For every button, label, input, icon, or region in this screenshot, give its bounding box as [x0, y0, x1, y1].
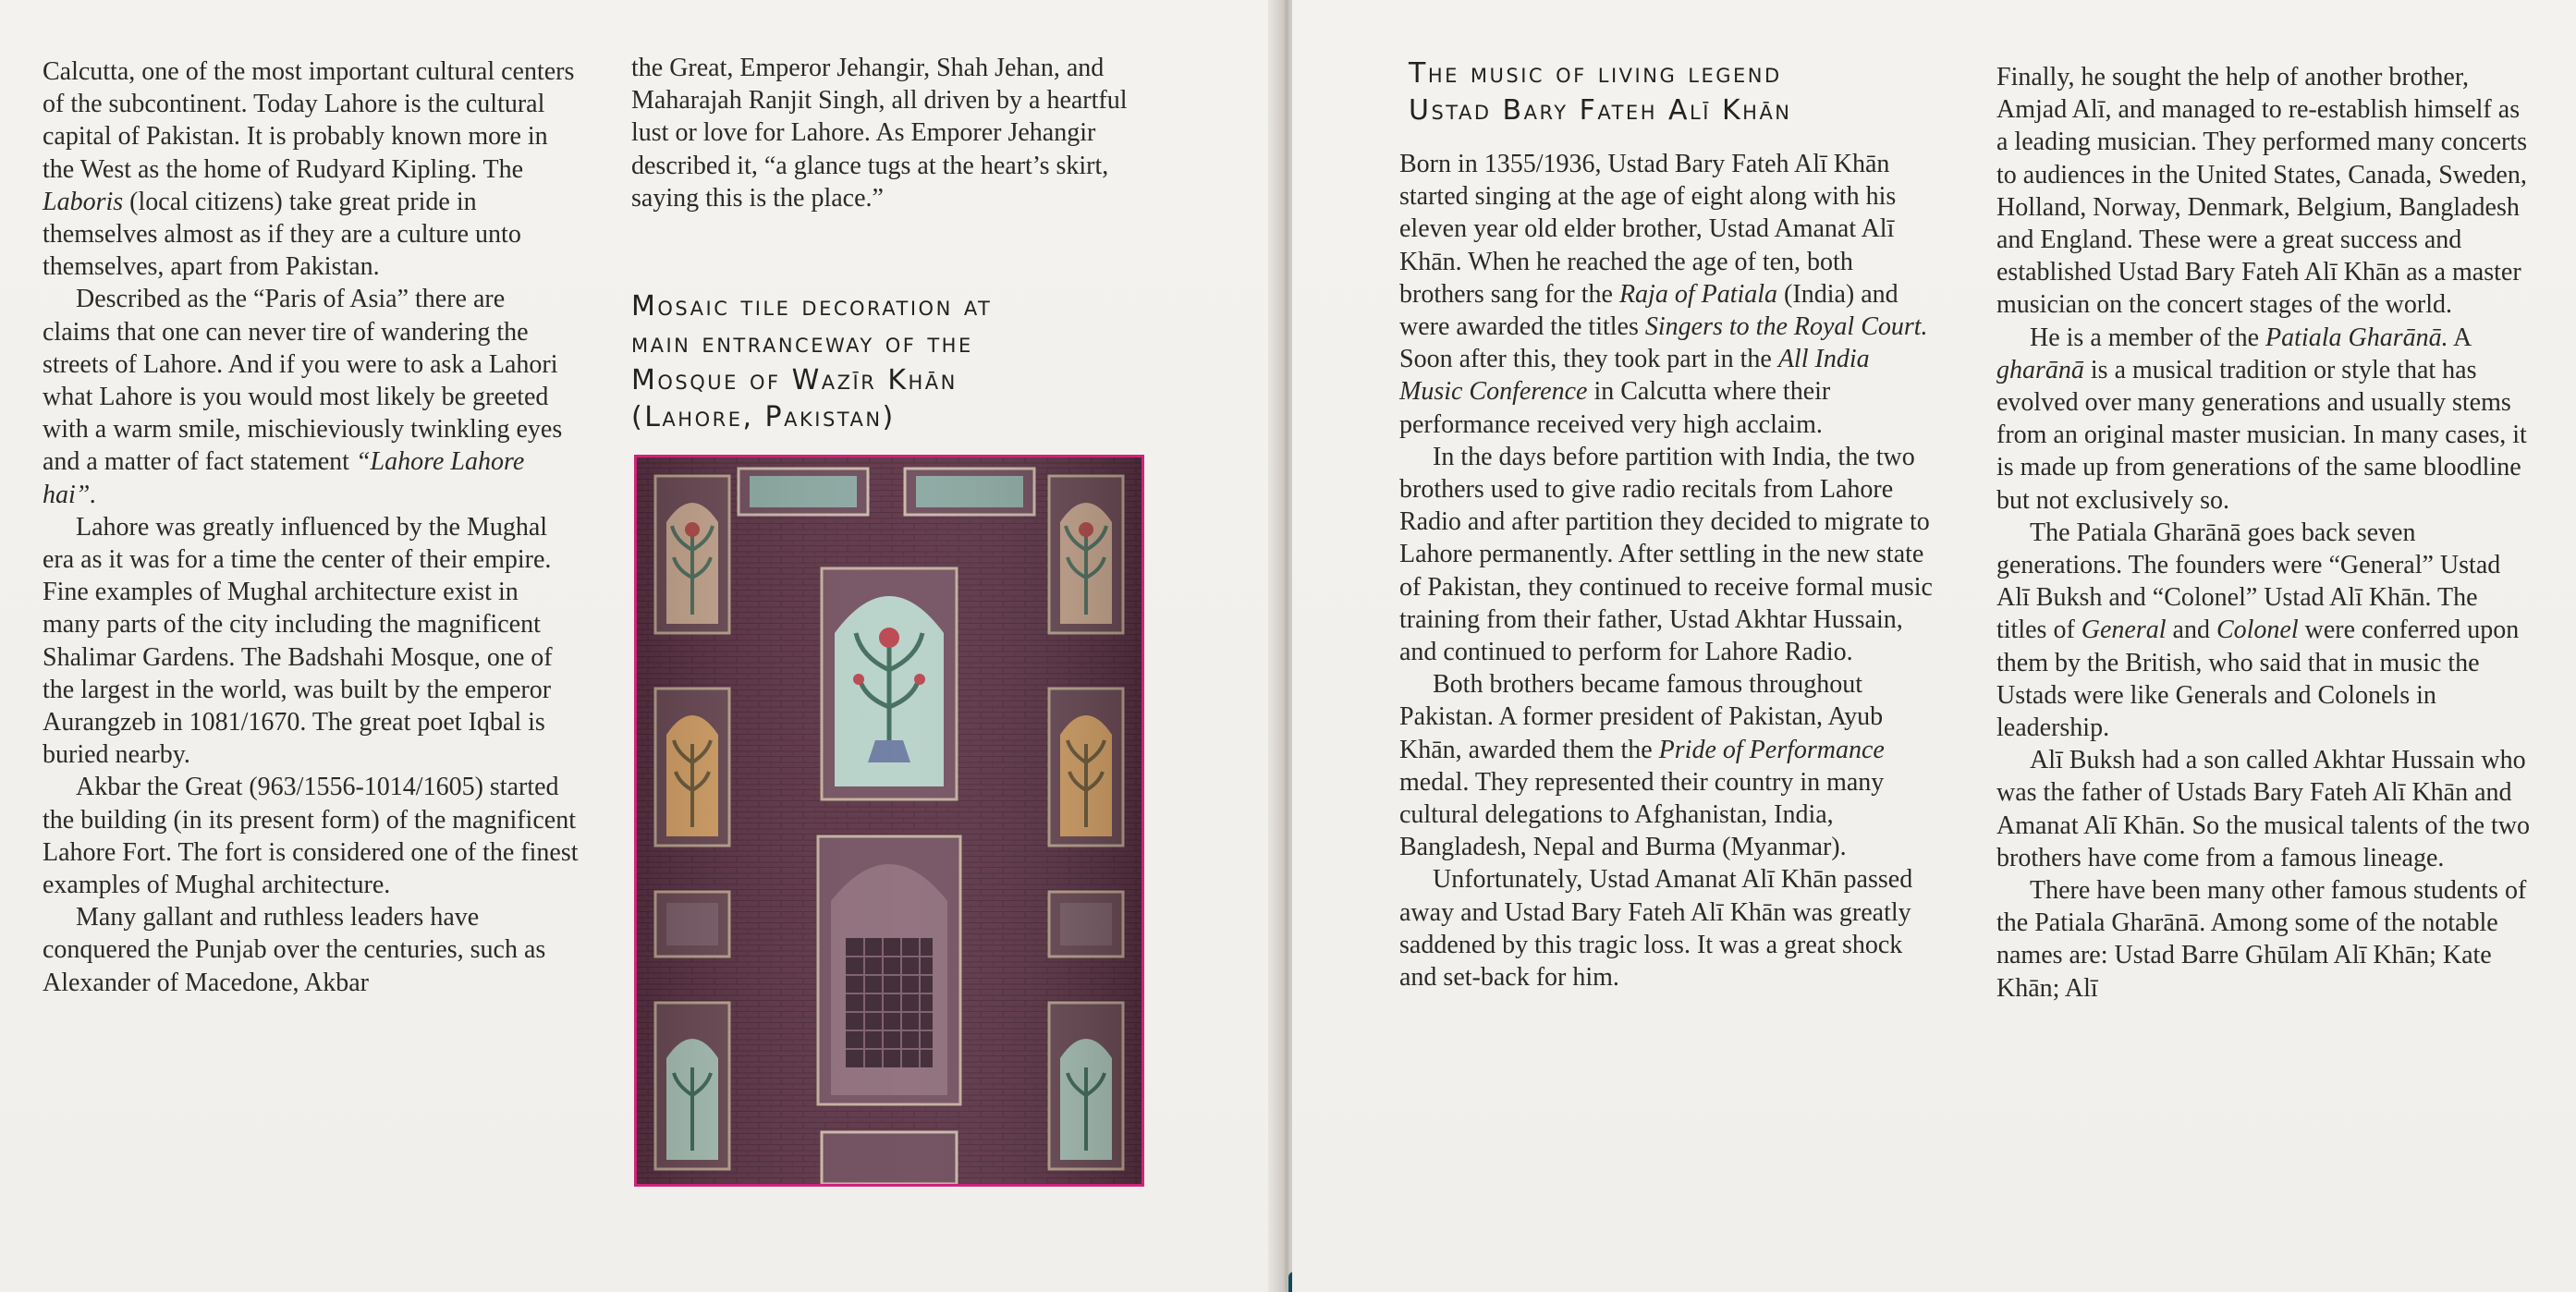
caption-line: Mosaic tile decoration at: [631, 290, 993, 323]
caption-line: main entranceway of the: [631, 327, 973, 360]
article-title: [1409, 55, 1963, 129]
paragraph: Both brothers became famous throughout Pakistan. A former president of Pakistan, Ayub Khān, awarded them the Pride of Performance medal. They represented their country in many cultural delegations to Afghanistan, India, Bangladesh, Nepal and Burma (Myanmar).: [1399, 670, 1885, 862]
mosaic-tile-photo: [634, 455, 1144, 1187]
paragraph: Lahore was greatly influenced by the Mughal era as it was for a time the center of their empire. Fine examples of Mughal architecture exist in many parts of the city including the magnificent Shalimar Gardens. The Badshahi Mosque, one of the largest in the world, was built by the emperor Aurangzeb in 1081/1670. The great poet Iqbal is buried nearby.: [43, 512, 553, 770]
right-column-1: [1399, 148, 1937, 993]
paragraph: Described as the “Paris of Asia” there are claims that one can never tire of wandering the streets of Lahore. And if you were to ask a Lahori what Lahore is you would most likely be greeted with a warm smile, mischieviously twinkling eyes and a matter of fact statement “Lahore Lahore hai”.: [43, 285, 563, 509]
paragraph: Alī Buksh had a son called Akhtar Hussain who was the father of Ustads Bary Fateh Alī Khān and Amanat Alī Khān. So the musical talents of the two brothers have come from a famous lineage.: [1996, 746, 2531, 872]
title-line: The music of living legend: [1409, 57, 1782, 90]
paragraph: The Patiala Gharānā goes back seven generations. The founders were “General” Ustad Alī Buksh and “Colonel” Ustad Alī Khān. The titles of General and Colonel were conferred upon them by the British, who said that in music the Ustads were like Generals and Colonels in leadership.: [1996, 518, 2520, 743]
paragraph: the Great, Emperor Jehangir, Shah Jehan, and Maharajah Ranjit Singh, all driven by a heartful lust or love for Lahore. As Emporer Jehangir described it, “a glance tugs at the heart’s skirt, saying this is the place.”: [631, 54, 1128, 213]
left-page: [0, 0, 1277, 1292]
paragraph: Unfortunately, Ustad Amanat Alī Khān passed away and Ustad Bary Fateh Alī Khān was greatly saddened by this tragic loss. It was a great shock and set-back for him.: [1399, 865, 1913, 993]
caption-line: Mosque of Wazīr Khān: [631, 364, 958, 396]
caption-line: (Lahore, Pakistan): [631, 401, 896, 433]
paragraph: Calcutta, one of the most important cultural centers of the subcontinent. Today Lahore is the cultural capital of Pakistan. It is probably known more in the West as the home of Rudyard Kipling. The Laboris (local citizens) take great pride in themselves almost as if they are a culture unto themselves, apart from Pakistan.: [43, 57, 575, 282]
paragraph: There have been many other famous students of the Patiala Gharānā. Among some of the notable names are: Ustad Barre Ghūlam Alī Khān; Kate Khān; Alī: [1996, 876, 2527, 1003]
left-column-1: [43, 55, 579, 999]
paragraph: Finally, he sought the help of another brother, Amjad Alī, and managed to re-establish himself as a leading musician. They performed many concerts to audiences in the United States, Canada, Sweden, Holland, Norway, Denmark, Belgium, Bangladesh and England. These were a great success and established Ustad Bary Fateh Alī Khān as a master musician on the concert stages of the world.: [1996, 63, 2528, 320]
title-line: Ustad Bary Fateh Alī Khān: [1409, 94, 1792, 127]
paragraph: Many gallant and ruthless leaders have conquered the Punjab over the centuries, such as Alexander of Macedone, Akbar: [43, 903, 546, 997]
image-caption: [631, 288, 1149, 436]
paragraph: He is a member of the Patiala Gharānā. A gharānā is a musical tradition or style that has evolved over many generations and usually stems from an original master musician. In many cases, it is made up from generations of the same bloodline but not exclusively so.: [1996, 323, 2527, 515]
paragraph: In the days before partition with India, the two brothers used to give radio recitals from Lahore Radio and after partition they decided to migrate to Lahore permanently. After settling in the new state of Pakistan, they continued to receive formal music training from their father, Ustad Akhtar Hussain, and continued to perform for Lahore Radio.: [1399, 442, 1933, 667]
paragraph: Akbar the Great (963/1556-1014/1605) started the building (in its present form) of the magnificent Lahore Fort. The fort is considered one of the finest examples of Mughal architecture.: [43, 773, 579, 900]
paragraph: Born in 1355/1936, Ustad Bary Fateh Alī Khān started singing at the age of eight along with his eleven year old elder brother, Ustad Amanat Alī Khān. When he reached the age of ten, both brothers sang for the Raja of Patiala (India) and were awarded the titles Singers to the Royal Court. Soon after this, they took part in the All India Music Conference in Calcutta where their performance received very high acclaim.: [1399, 150, 1928, 439]
left-column-2: [631, 52, 1149, 214]
right-column-2: [1996, 61, 2533, 1005]
